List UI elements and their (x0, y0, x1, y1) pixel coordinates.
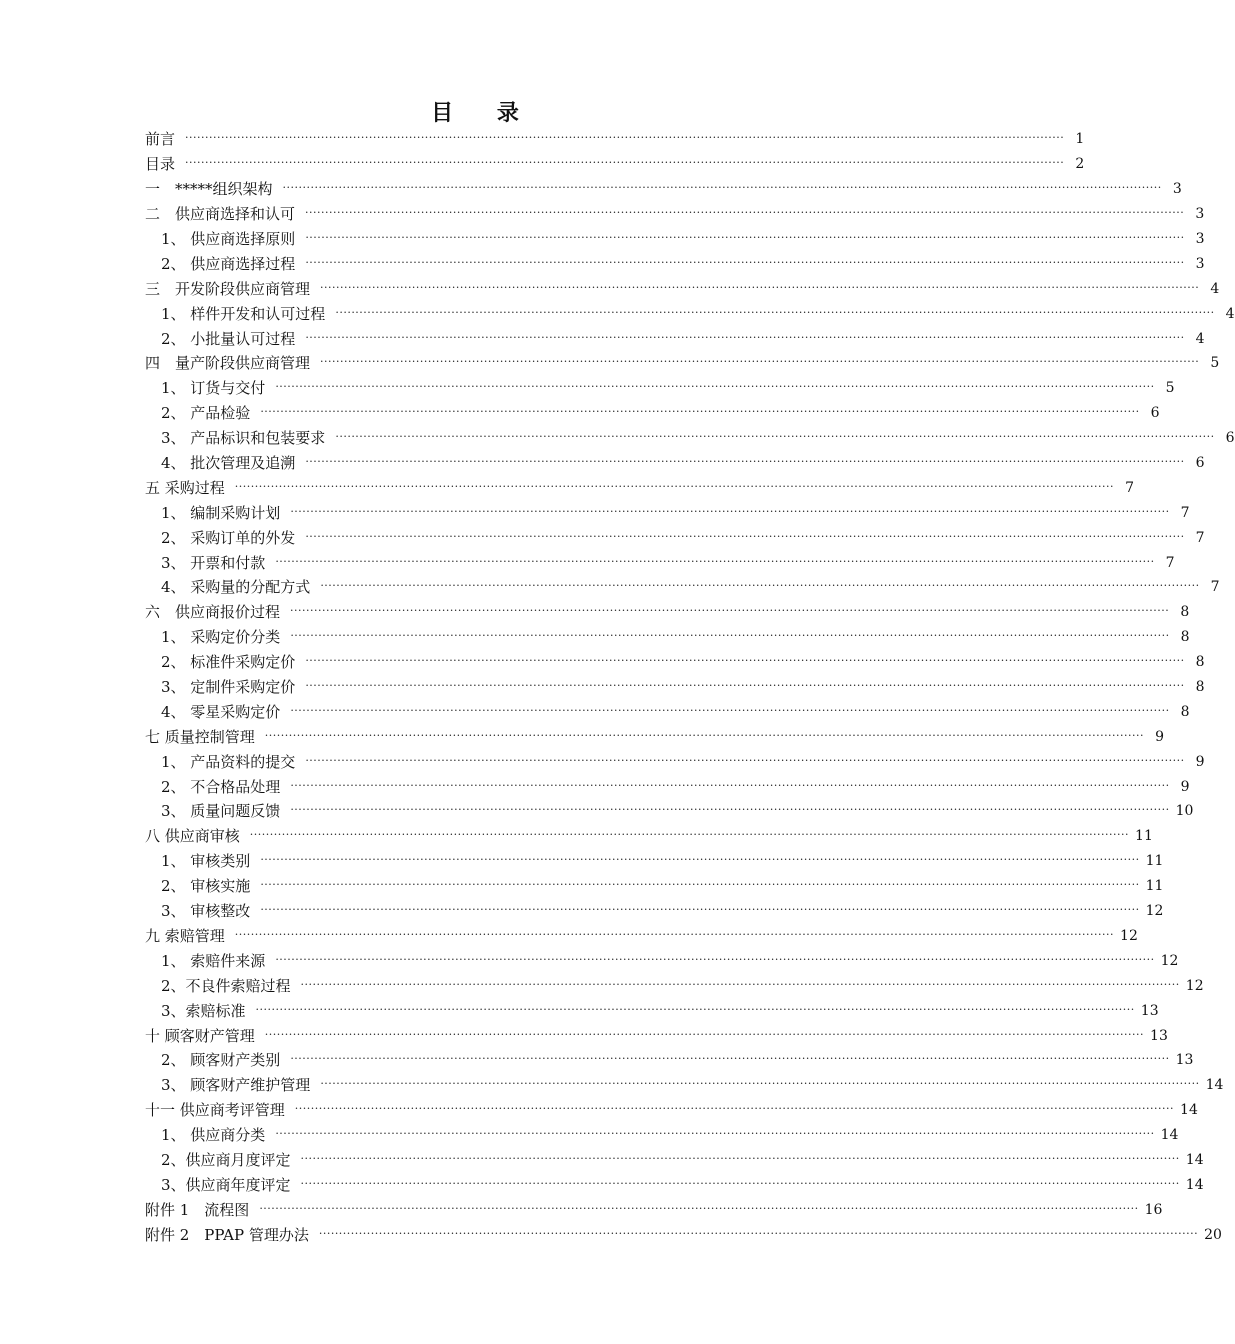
page-title: 目 录 (431, 100, 537, 126)
toc-entry-label: 十一 供应商考评管理 (145, 1101, 285, 1120)
toc-entry[interactable] (145, 1123, 1179, 1148)
toc-entry[interactable] (145, 301, 1235, 326)
toc-entry[interactable] (145, 924, 1138, 949)
toc-entry[interactable] (145, 625, 1190, 650)
toc-entry-page: 12 (1160, 952, 1179, 969)
toc-entry-label: 1、 供应商选择原则 (161, 230, 296, 248)
toc-entry[interactable] (145, 1222, 1222, 1247)
toc-dot-leader: ···························································································································································································································· (305, 654, 1185, 668)
toc-entry-label: 1、 订货与交付 (161, 379, 266, 398)
toc-dot-leader: ···························································································································································································································· (294, 1102, 1175, 1116)
toc-dot-leader: ···························································································································································································································· (320, 1077, 1200, 1091)
toc-entry[interactable] (145, 675, 1205, 700)
toc-entry-label: 1、 审核类别 (161, 852, 251, 871)
toc-dot-leader: ···························································································································································································································· (305, 330, 1185, 344)
toc-entry[interactable] (145, 824, 1153, 849)
toc-entry[interactable] (145, 276, 1220, 301)
toc-dot-leader: ···························································································································································································································· (290, 803, 1170, 817)
toc-entry-label: 二 供应商选择和认可 (145, 205, 296, 224)
toc-dot-leader: ···························································································································································································································· (255, 1002, 1135, 1016)
toc-dot-leader: ···························································································································································································································· (290, 604, 1170, 618)
toc-entry-page: 11 (1145, 878, 1164, 895)
toc-entry[interactable] (145, 899, 1164, 924)
toc-entry[interactable] (145, 451, 1205, 476)
toc-dot-leader: ···························································································································································································································· (300, 1151, 1180, 1165)
toc-entry-page: 6 (1225, 430, 1235, 447)
toc-entry-label: 2、 标准件采购定价 (161, 653, 296, 672)
toc-entry-page: 6 (1150, 405, 1160, 422)
toc-entry-page: 1 (1075, 131, 1085, 148)
toc-entry-label: 2、供应商月度评定 (161, 1150, 291, 1169)
toc-entry-label: 1、 样件开发和认可过程 (161, 304, 326, 323)
toc-entry-label: 五 采购过程 (145, 478, 225, 497)
toc-entry-label: 1、 采购定价分类 (161, 628, 281, 647)
toc-entry-label: 2、 审核实施 (161, 877, 251, 896)
toc-entry-page: 9 (1195, 753, 1205, 770)
toc-entry-label: 3、 定制件采购定价 (161, 678, 296, 697)
toc-entry-page: 8 (1195, 654, 1205, 671)
toc-dot-leader: ···························································································································································································································· (300, 1176, 1180, 1190)
toc-entry[interactable] (145, 202, 1205, 227)
toc-entry[interactable] (145, 749, 1205, 774)
toc-entry-page: 3 (1195, 231, 1205, 247)
toc-dot-leader: ···························································································································································································································· (185, 156, 1065, 170)
toc-entry-page: 8 (1180, 629, 1190, 646)
toc-entry-page: 14 (1185, 1151, 1204, 1168)
toc-entry-label: 1、 供应商分类 (161, 1126, 266, 1145)
toc-entry-label: 3、供应商年度评定 (161, 1175, 291, 1194)
toc-entry[interactable] (145, 849, 1164, 874)
toc-entry-label: 2、 供应商选择过程 (161, 254, 296, 273)
toc-dot-leader: ···························································································································································································································· (335, 305, 1215, 319)
toc-dot-leader: ···························································································································································································································· (234, 927, 1115, 941)
toc-dot-leader: ···························································································································································································································· (305, 679, 1185, 693)
toc-entry-label: 2、 产品检验 (161, 404, 251, 423)
toc-entry-label: 三 开发阶段供应商管理 (145, 279, 311, 298)
toc-entry[interactable] (145, 177, 1182, 202)
toc-entry[interactable] (145, 948, 1179, 973)
toc-entry-page: 7 (1210, 579, 1220, 596)
toc-entry[interactable] (145, 550, 1175, 575)
toc-entry[interactable] (145, 227, 1205, 252)
toc-dot-leader: ···························································································································································································································· (305, 255, 1185, 269)
toc-entry-page: 4 (1210, 280, 1220, 297)
toc-entry[interactable] (145, 600, 1190, 625)
toc-entry-label: 目录 (145, 155, 176, 174)
toc-entry[interactable] (145, 1048, 1194, 1073)
toc-entry-label: 1、 索赔件来源 (161, 951, 266, 970)
toc-entry[interactable] (145, 351, 1220, 376)
toc-entry-label: 2、 采购订单的外发 (161, 528, 296, 547)
toc-entry-page: 7 (1195, 529, 1205, 546)
toc-dot-leader: ···························································································································································································································· (259, 1201, 1139, 1215)
toc-dot-leader: ···························································································································································································································· (264, 1027, 1145, 1041)
toc-entry[interactable] (145, 1073, 1224, 1098)
toc-entry-page: 7 (1180, 504, 1190, 521)
toc-entry-label: 十 顾客财产管理 (145, 1026, 255, 1045)
toc-entry-page: 4 (1195, 330, 1205, 347)
toc-entry-label: 七 质量控制管理 (145, 727, 255, 746)
toc-entry-label: 四 量产阶段供应商管理 (145, 354, 311, 373)
toc-entry-label: 2、不良件索赔过程 (161, 976, 291, 995)
toc-entry-label: 4、 零星采购定价 (161, 702, 281, 721)
toc-entry-page: 5 (1210, 355, 1220, 372)
toc-dot-leader: ···························································································································································································································· (305, 206, 1185, 220)
toc-entry-page: 12 (1120, 927, 1138, 944)
toc-dot-leader: ···························································································································································································································· (300, 977, 1180, 991)
toc-entry[interactable] (145, 376, 1175, 401)
toc-dot-leader: ···························································································································································································································· (305, 231, 1185, 244)
toc-entry-page: 2 (1075, 156, 1085, 173)
toc-entry[interactable] (145, 127, 1085, 152)
toc-dot-leader: ···························································································································································································································· (249, 828, 1130, 842)
toc-dot-leader: ···························································································································································································································· (290, 778, 1170, 792)
toc-dot-leader: ···························································································································································································································· (318, 1226, 1199, 1240)
toc-dot-leader: ···························································································································································································································· (290, 703, 1170, 717)
toc-entry-page: 7 (1165, 554, 1175, 571)
toc-entry-label: 八 供应商审核 (145, 827, 240, 846)
toc-entry-page: 14 (1205, 1077, 1224, 1094)
toc-entry[interactable] (145, 326, 1205, 351)
toc-entry-page: 8 (1195, 679, 1205, 696)
toc-dot-leader: ···························································································································································································································· (234, 479, 1115, 493)
toc-entry[interactable] (145, 1098, 1198, 1123)
toc-entry-page: 20 (1204, 1226, 1222, 1243)
toc-entry-label: 附件 2 PPAP 管理办法 (145, 1225, 309, 1244)
toc-entry-page: 5 (1165, 380, 1175, 397)
toc-entry-page: 12 (1145, 903, 1164, 920)
toc-dot-leader: ···························································································································································································································· (305, 753, 1185, 767)
toc-dot-leader: ···························································································································································································································· (335, 430, 1215, 444)
toc-entry-page: 3 (1172, 181, 1182, 198)
toc-entry-page: 3 (1195, 206, 1205, 223)
toc-dot-leader: ···························································································································································································································· (264, 728, 1145, 742)
toc-entry-page: 4 (1225, 305, 1235, 322)
toc-dot-leader: ···························································································································································································································· (260, 878, 1140, 892)
toc-entry-label: 九 索赔管理 (145, 926, 225, 945)
toc-entry-label: 2、 小批量认可过程 (161, 329, 296, 348)
toc-entry-label: 2、 顾客财产类别 (161, 1051, 281, 1070)
toc-entry-page: 14 (1185, 1176, 1204, 1193)
toc-entry-page: 9 (1180, 778, 1190, 795)
toc-entry-label: 3、 产品标识和包装要求 (161, 429, 326, 448)
toc-dot-leader: ···························································································································································································································· (275, 380, 1155, 394)
toc-entry-label: 4、 批次管理及追溯 (161, 454, 296, 473)
toc-entry[interactable] (145, 650, 1205, 675)
toc-entry[interactable] (145, 1172, 1204, 1197)
toc-entry-label: 前言 (145, 130, 176, 149)
toc-entry-label: 附件 1 流程图 (145, 1200, 250, 1219)
toc-entry[interactable] (145, 475, 1135, 500)
toc-entry[interactable] (145, 401, 1160, 426)
toc-entry-page: 11 (1135, 828, 1153, 845)
toc-entry-label: 4、 采购量的分配方式 (161, 578, 311, 597)
toc-entry-page: 8 (1180, 604, 1190, 621)
toc-entry-page: 8 (1180, 703, 1190, 720)
toc-entry[interactable] (145, 525, 1205, 550)
toc-dot-leader: ···························································································································································································································· (275, 1127, 1155, 1141)
toc-entry-page: 3 (1195, 255, 1205, 272)
toc-entry-label: 3、 审核整改 (161, 902, 251, 921)
toc-entry[interactable] (145, 500, 1190, 525)
toc-entry-label: 3、索赔标准 (161, 1001, 246, 1020)
toc-dot-leader: ···························································································································································································································· (260, 903, 1140, 917)
toc-entry[interactable] (145, 998, 1159, 1023)
toc-entry[interactable] (145, 152, 1085, 177)
toc-entry-page: 11 (1145, 853, 1164, 870)
toc-entry-label: 1、 产品资料的提交 (161, 752, 296, 771)
toc-entry[interactable] (145, 799, 1194, 824)
toc-entry-page: 7 (1125, 479, 1135, 496)
toc-entry[interactable] (145, 426, 1235, 451)
toc-entry-label: 3、 开票和付款 (161, 553, 266, 572)
toc-entry[interactable] (145, 1197, 1163, 1222)
toc-entry-page: 13 (1140, 1002, 1159, 1019)
toc-dot-leader: ···························································································································································································································· (320, 355, 1200, 369)
toc-dot-leader: ···························································································································································································································· (305, 529, 1185, 543)
toc-dot-leader: ···························································································································································································································· (260, 853, 1140, 867)
toc-entry-label: 六 供应商报价过程 (145, 603, 281, 622)
toc-entry[interactable] (145, 774, 1190, 799)
toc-list (145, 127, 1235, 1247)
toc-dot-leader: ···························································································································································································································· (320, 280, 1200, 294)
toc-dot-leader: ···························································································································································································································· (282, 181, 1162, 195)
toc-entry-page: 14 (1160, 1127, 1179, 1144)
toc-dot-leader: ···························································································································································································································· (320, 579, 1200, 593)
toc-entry-label: 2、 不合格品处理 (161, 777, 281, 796)
toc-entry-label: 3、 质量问题反馈 (161, 802, 281, 821)
toc-entry-label: 3、 顾客财产维护管理 (161, 1076, 311, 1095)
toc-entry[interactable] (145, 724, 1165, 749)
toc-dot-leader: ···························································································································································································································· (290, 1052, 1170, 1066)
toc-dot-leader: ···························································································································································································································· (290, 504, 1170, 518)
toc-entry-page: 16 (1144, 1201, 1163, 1218)
toc-entry-page: 10 (1175, 803, 1194, 820)
toc-dot-leader: ···························································································································································································································· (185, 131, 1065, 145)
toc-entry-page: 13 (1175, 1052, 1194, 1069)
toc-entry-label: 一 *****组织架构 (145, 180, 273, 199)
toc-entry-page: 6 (1195, 455, 1205, 472)
toc-dot-leader: ···························································································································································································································· (260, 405, 1140, 419)
toc-entry-page: 9 (1155, 728, 1165, 745)
toc-entry-page: 13 (1150, 1027, 1168, 1044)
toc-dot-leader: ···························································································································································································································· (275, 952, 1155, 966)
toc-entry[interactable] (145, 973, 1204, 998)
toc-entry-page: 14 (1180, 1102, 1198, 1119)
toc-dot-leader: ···························································································································································································································· (275, 554, 1155, 568)
toc-entry-label: 1、 编制采购计划 (161, 503, 281, 522)
toc-entry[interactable] (145, 1148, 1204, 1173)
toc-entry[interactable] (145, 575, 1220, 600)
toc-entry[interactable] (145, 1023, 1168, 1048)
toc-entry[interactable] (145, 874, 1164, 899)
toc-dot-leader: ···························································································································································································································· (305, 455, 1185, 469)
toc-entry[interactable] (145, 251, 1205, 276)
toc-entry-page: 12 (1185, 977, 1204, 994)
toc-entry[interactable] (145, 699, 1190, 724)
toc-dot-leader: ···························································································································································································································· (290, 629, 1170, 643)
